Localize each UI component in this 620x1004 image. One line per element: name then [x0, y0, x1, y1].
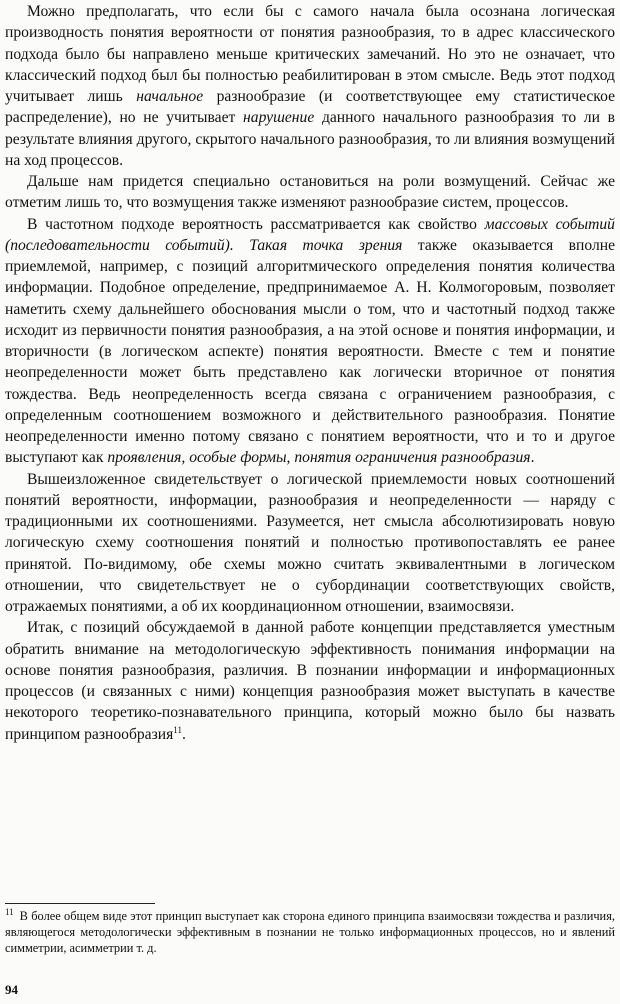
text-run: В частотном подходе вероятность рассматривается как свойство — [27, 215, 485, 233]
text-run: Итак, с позиций обсуждаемой в данной работе концепции представляется уместным обратить внимание на методологическую эффективность понимания информации на основе понятия разнообразия, различия. В познании информации и информационных процессов (и связанных с ними) концепция разнообразия может выступать в качестве некоторого теоретико-познавательного принципа, который можно было бы назвать принципом разнообразия — [5, 619, 615, 743]
text-run: . — [181, 725, 186, 743]
italic-text: начальное — [136, 88, 204, 105]
paragraph — [5, 171, 615, 214]
italic-text: проявления, особые формы, понятия ограничения разнообразия — [107, 449, 531, 467]
text-run: Дальше нам придется специально остановиться на роли возмущений. Сейчас же отметим лишь то, что возмущения также изменяют разнообразие систем, процессов. — [5, 173, 615, 212]
paragraph — [5, 1, 615, 171]
footnote-separator — [5, 903, 155, 904]
main-text — [5, 1, 615, 745]
italic-text: массовых событий (последовательности событий). Такая точка зрения — [5, 215, 615, 254]
paragraph — [5, 617, 615, 745]
text-run: также оказывается вполне приемлемой, например, с позиций алгоритмического определения понятия количества информации. Подобное определение, предпринимаемое А. Н. Колмогоровым, позволяет наметить схему дальнейшего обоснования мысли о том, что и частотный подход также исходит из первичности понятия разнообразия, а на этой основе и понятия информации, и вторичности (в логическом аспекте) понятия вероятности. Вместе с тем и понятие неопределенности может быть представлено как логически вторичное от понятия тождества. Ведь неопределенность всегда связана с ограничением разнообразия, с определенным соотношением возможного и действительного разнообразия. Понятие неопределенности именно потому связано с понятием вероятности, что и то и другое выступают как — [5, 236, 615, 467]
footnote-mark: 11 — [5, 906, 14, 917]
paragraph — [5, 469, 615, 618]
page-number: 94 — [5, 982, 18, 997]
text-run: Вышеизложенное свидетельствует о логической приемлемости новых соотношений понятий вероятности, информации, разнообразия и неопределенности — наряду с традиционными их соотношениями. Разумеется, нет смысла абсолютизировать новую логическую схему соотношения понятий и полностью противопоставлять ее ранее принятой. По-видимому, обе схемы можно считать эквивалентными в логическом отношении, что свидетельствует не о субординации соответствующих свойств, отражаемых понятиями, а об их координационном отношении, взаимосвязи. — [5, 470, 615, 615]
footnote-reference: 11 — [173, 724, 182, 735]
text-run: . — [530, 449, 535, 467]
paragraph — [5, 214, 615, 469]
text-run: разнообразие (и соответствующее ему статистическое распределение), но не учитывает — [5, 88, 615, 127]
italic-text: нарушение — [243, 109, 315, 127]
text-run: данного начального разнообразия то ли в результате влияния другого, скрытого начального разнообразия, то ли влияния возмущений на ход процессов. — [5, 109, 615, 169]
footnote-text: В более общем виде этот принцип выступает как сторона единого принципа взаимосвязи тождества и различия, являющегося методологически эффективным в познании не только информационных процессов, но и явлений симметрии, асимметрии т. д. — [5, 909, 615, 955]
text-run: Можно предполагать, что если бы с самого начала была осознана логическая производность понятия вероятности от понятия разнообразия, то в адрес классического подхода было бы направлено меньше критических замечаний. Но это не означает, что классический подход был бы полностью реабилитирован в этом смысле. Ведь этот подход учитывает лишь — [5, 3, 615, 105]
footnote — [5, 908, 615, 956]
